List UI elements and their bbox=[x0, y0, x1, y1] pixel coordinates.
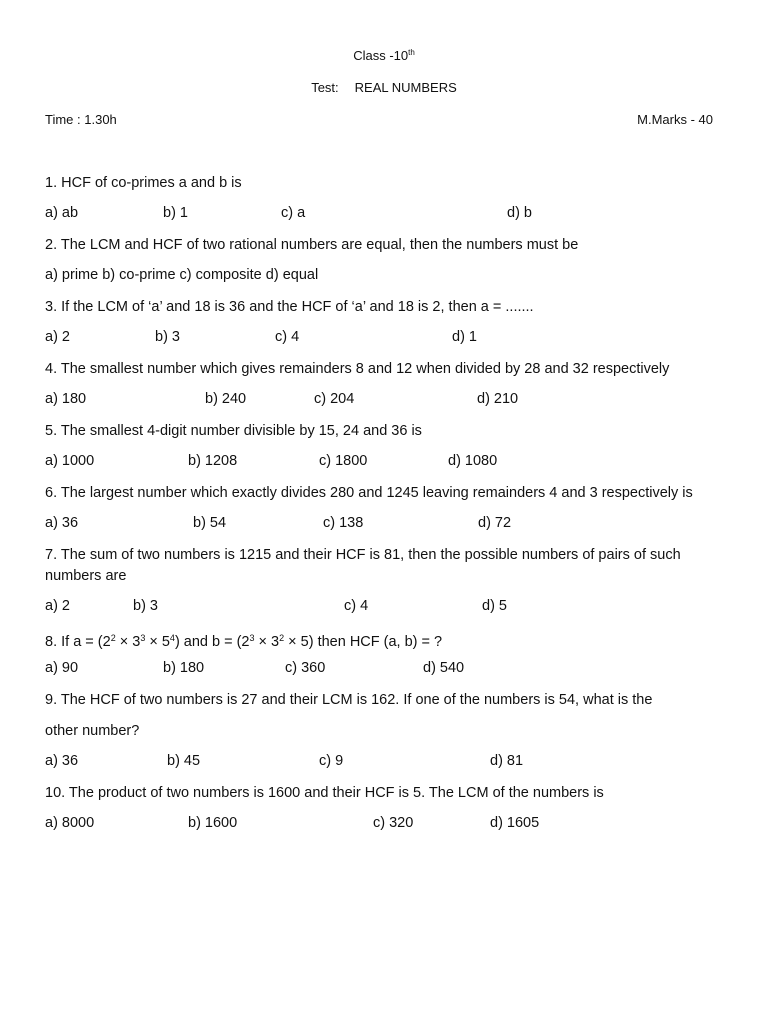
q10-option-c: c) 320 bbox=[373, 815, 414, 831]
q8-exponent: 3 bbox=[140, 633, 146, 643]
question-4: 4. The smallest number which gives remainders 8 and 12 when divided by 28 and 32 respectively bbox=[45, 361, 670, 377]
q8-exponent: 3 bbox=[249, 633, 255, 643]
q8-text-part: ) and b = (2 bbox=[174, 634, 250, 650]
q8-option-d: d) 540 bbox=[423, 660, 465, 676]
q8-exponent: 2 bbox=[110, 633, 116, 643]
time-label: Time : 1.30h bbox=[45, 112, 117, 127]
q4-option-b: b) 240 bbox=[205, 391, 247, 407]
q10-option-a: a) 8000 bbox=[45, 815, 95, 831]
q5-option-b: b) 1208 bbox=[188, 453, 238, 469]
q9-option-b: b) 45 bbox=[167, 753, 201, 769]
question-1: 1. HCF of co-primes a and b is bbox=[45, 175, 242, 191]
q9-option-a: a) 36 bbox=[45, 753, 79, 769]
q5-option-d: d) 1080 bbox=[448, 453, 498, 469]
q1-option-b: b) 1 bbox=[163, 205, 188, 221]
class-suffix: th bbox=[408, 48, 415, 57]
q3-option-d: d) 1 bbox=[452, 329, 477, 345]
q4-option-c: c) 204 bbox=[314, 391, 355, 407]
q7-option-d: d) 5 bbox=[482, 598, 507, 614]
test-label: Test: bbox=[311, 80, 339, 95]
q9-option-c: c) 9 bbox=[319, 753, 344, 769]
q1-option-c: c) a bbox=[281, 205, 306, 221]
question-3: 3. If the LCM of ‘a’ and 18 is 36 and the HCF of ‘a’ and 18 is 2, then a = ....... bbox=[45, 299, 534, 315]
q8-text-part: × 3 bbox=[115, 634, 141, 650]
q1-option-d: d) b bbox=[507, 205, 532, 221]
q7-option-b: b) 3 bbox=[133, 598, 158, 614]
q4-option-a: a) 180 bbox=[45, 391, 87, 407]
q6-option-d: d) 72 bbox=[478, 515, 512, 531]
q10-option-d: d) 1605 bbox=[490, 815, 540, 831]
question-2: 2. The LCM and HCF of two rational numbers are equal, then the numbers must be bbox=[45, 237, 579, 253]
question-7: 7. The sum of two numbers is 1215 and their HCF is 81, then the possible numbers of pairs of such numbers are bbox=[45, 547, 681, 584]
q7-option-c: c) 4 bbox=[344, 598, 369, 614]
q3-option-b: b) 3 bbox=[155, 329, 180, 345]
marks-label: M.Marks - 40 bbox=[637, 112, 713, 127]
q3-option-a: a) 2 bbox=[45, 329, 70, 345]
q6-option-c: c) 138 bbox=[323, 515, 364, 531]
question-10: 10. The product of two numbers is 1600 and their HCF is 5. The LCM of the numbers is bbox=[45, 785, 604, 801]
q8-option-b: b) 180 bbox=[163, 660, 205, 676]
question-5: 5. The smallest 4-digit number divisible by 15, 24 and 36 is bbox=[45, 423, 422, 439]
q4-option-d: d) 210 bbox=[477, 391, 519, 407]
q6-option-b: b) 54 bbox=[193, 515, 227, 531]
q1-option-a: a) ab bbox=[45, 205, 79, 221]
q9-option-d: d) 81 bbox=[490, 753, 524, 769]
question-6: 6. The largest number which exactly divides 280 and 1245 leaving remainders 4 and 3 respectively is bbox=[45, 485, 693, 501]
test-name: REAL NUMBERS bbox=[354, 80, 457, 95]
q6-option-a: a) 36 bbox=[45, 515, 79, 531]
q8-exponent: 2 bbox=[279, 633, 285, 643]
q7-option-a: a) 2 bbox=[45, 598, 70, 614]
q10-option-b: b) 1600 bbox=[188, 815, 238, 831]
q3-option-c: c) 4 bbox=[275, 329, 300, 345]
question-8 bbox=[45, 628, 442, 653]
q8-text-part: × 3 bbox=[254, 634, 280, 650]
q5-option-a: a) 1000 bbox=[45, 453, 95, 469]
q8-text-part: × 5 bbox=[145, 634, 170, 650]
class-prefix: Class -10 bbox=[353, 48, 409, 63]
q8-text-part: 8. If a = (2 bbox=[45, 634, 111, 650]
q2-options: a) prime b) co-prime c) composite d) equal bbox=[45, 267, 319, 283]
q8-option-a: a) 90 bbox=[45, 660, 79, 676]
q5-option-c: c) 1800 bbox=[319, 453, 368, 469]
question-9-continued: other number? bbox=[45, 723, 140, 739]
test-heading bbox=[0, 80, 768, 95]
q8-option-c: c) 360 bbox=[285, 660, 326, 676]
class-heading bbox=[0, 48, 768, 63]
q8-text-part: × 5) then HCF (a, b) = ? bbox=[284, 634, 443, 650]
q8-exponent: 4 bbox=[169, 633, 175, 643]
question-9: 9. The HCF of two numbers is 27 and their LCM is 162. If one of the numbers is 54, what is the bbox=[45, 692, 653, 708]
